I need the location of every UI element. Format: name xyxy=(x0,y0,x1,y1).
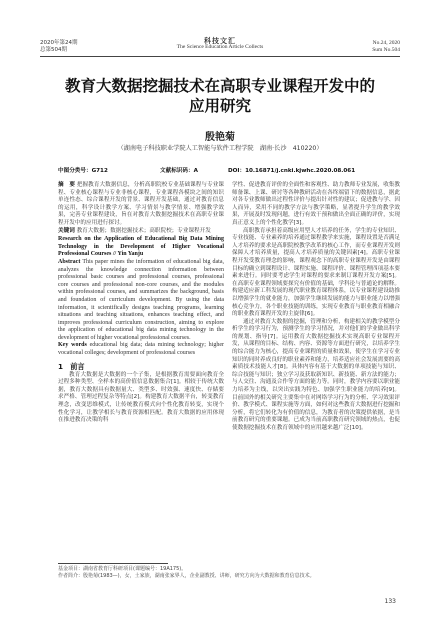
footnote-rule xyxy=(58,563,168,564)
journal-english-name: The Science Education Article Collects xyxy=(176,44,264,50)
section-paragraph: 教育大数据是大数据的一个子集，是根据教育需要面向教育全过程多种类型、全样本的高价值信息数据集合[1]。相较于传统大数据，教育大数据具有数据量大、类型多、时效强、速度快、存储要求严格、管理过程复杂等特点[2]。构建教育大数据平台，转变教育理念，改变思维模式，让传统教育模式向个性化教育转变，实现个性化学习，让教学相长与教育资源相匹配。教育大数据的应用体现在推进教育决策的科 xyxy=(58,371,224,424)
abstract-label: 摘 要 xyxy=(58,182,75,188)
right-paragraph-1: 学性、促进教育评价的全面性和客观性、助力教师专业发展，收集教师备课、上课、研讨等各种教研活动在各终端留下的数据信息，据此对各专业教师做出过程性评价与提出针对性的建议；促进教与学、因人而异，采用不同的教学方法与教学策略，显著提升学生的教学效果，开展及时发现问题，进行有效干预和做出全面正确的评价，实现真正意义上的个性化教学[3]。 xyxy=(232,182,400,226)
header-issue: 2020年第24期 xyxy=(40,40,78,46)
english-abstract-text: This paper mines the information of educational big data, analyzes the knowledge connection information between professional basic courses and professional courses, professional core courses and professional non-core courses, and the modules within professional courses, and summarizes the background, basis and foundation of curriculum development. By using the data information, it scientifically designs teaching programs, learning situations and teaching situations, enhances teaching effect, and improves professional curriculum construction, aiming to explore the application of educational big data mining technology in the development of higher vocational professional courses. xyxy=(58,258,225,341)
abstract-text: 把握教育大数据信息，分析高职院校专业基础课程与专业课程、专业核心课程与专业非核心课程，专业课程各模块之间的知识单连性态、综合课程开发的背景、课程开发基础，通过对教育信息的运用，科学设计教学方案、学习情景与教学情景、增强教学效果，完善专业课程建设，旨在对教育大数据挖掘技术在高职专业课程开发中的应用进行探讨。 xyxy=(58,182,224,226)
english-title: Research on the Application of Educational Big Data Mining Technology in the Development of Higher Vocational Professional Courses // Yin Yanju xyxy=(58,236,224,258)
footnote xyxy=(58,566,398,580)
document-code: 文献标识码：A xyxy=(160,168,198,174)
clc-number: 中图分类号：G712 xyxy=(58,168,108,174)
author-name: 殷艳菊 xyxy=(205,132,235,143)
doi: DOI：10.16871/j.cnki.kjwhc.2020.08.061 xyxy=(228,168,356,174)
keywords-label: 关键词 xyxy=(58,227,75,234)
footnote-author-bio: 作者简介：殷艳菊(1983—)，女，土家族，湖南张家界人，企业副教授、讲师，研究方向为大数据和教育信息技术。 xyxy=(58,573,315,579)
english-keywords-label: Key words xyxy=(58,342,87,349)
english-abstract-label: Abstract xyxy=(58,258,81,265)
article-title xyxy=(40,76,400,116)
header-sum-en: Sum No.504 xyxy=(372,47,400,53)
article-title-line2: 应用研究 xyxy=(188,97,251,115)
left-column xyxy=(58,182,224,425)
keywords-text: 教育大数据；数据挖掘技术；高职院校；专业课程开发 xyxy=(76,227,211,234)
right-paragraph-2: 高职教育承担着高级应用型人才培养的任务，学生的专业知识、专业技能、专业素养的培养通过课程教学来实施，课程设置是否满足人才培养的要求是高职院校教学改革的核心工作，而专业课程开发则保障人才培养质量，提高人才培养质量的关键因素[4]。高职专业课程开发受教育理念的影响，课程观念下的高职专业课程开发是由课程目标的确立到课程设计、课程实施、课程评价、课程管理四项基本要素来进行。同时要考虑学生对课程的要求来制订课程开发方案[5]。在高职专业课程领域要探究有价值的基础，学科论与普通论的解释。构建适应新工科发展的现代职业教育课程体系，以专业课程建设助推以增强学生的就业能力，加强学生继续发展的能力与职业能力以增强核心竞争力，各个职业技能的训练，实现专业教育与职业教育相融合的职业教育课程开发的主旋律[6]。 xyxy=(232,227,400,318)
journal-logo: 科技文汇 xyxy=(204,36,236,45)
header-total-issue: 总第504期 xyxy=(40,47,67,53)
footnote-funding: 基金项目：湖南省教育厅科研项目(课题编号：19A175)。 xyxy=(58,566,187,572)
author-affiliation: （湖南电子科技职业学院人工智能与软件工程学院 湖南·长沙 410220） xyxy=(117,145,323,152)
page-number: 133 xyxy=(384,598,396,605)
article-title-line1: 教育大数据挖掘技术在高职专业课程开发中的 xyxy=(64,77,375,95)
header-issue-en: No.24, 2020 xyxy=(372,40,400,46)
right-paragraph-3: 通过对教育大数据的挖掘，管理和分析，构建相关的教学模型分析学生的学习行为，预测学生的学习情况，并对他们的学业做出科学的规划、指导[7]。运用教育大数据挖掘技术实现高职专业课程开发，从课程的目标、结构、内容、资源等方面进行研究，以培养学生的综合能力为核心，提高专业课程的质量和效果，使学生在学习专业知识的同时养成良好的职业素养和能力，培养适应社会发展需要的高素质技术技能人才[8]。具体内容有基于大数据的单项技能与知识、综合技能与知识；独立学习及获取新知识、新技能、新方法的能力；与人交往、沟通及合作等方面的能力等。同时，教学内容要以职业能力培养为主线，以突出实践为特色、加强学生职业能力的培养[9]。目前国外的相关研究主要集中在对网络学习行为的分析、学习效果评价、教学模式、课程实施等方面，如何对这些教育大数据进行挖掘和分析，将它们转化为有价值的信息，为教育者的决策提供依据，是当前教育研究的重要课题。已成为当前高职教育研究领域的热点，也促使数据挖掘技术在教育领域中的应用越来越广泛[10]。 xyxy=(232,318,400,431)
english-keywords-text: educational big data; data mining technology; higher vocational colleges; development of professional courses xyxy=(58,342,224,357)
right-column xyxy=(232,182,400,433)
section-heading: 1 前言 xyxy=(58,361,85,371)
header-rule xyxy=(40,56,400,57)
